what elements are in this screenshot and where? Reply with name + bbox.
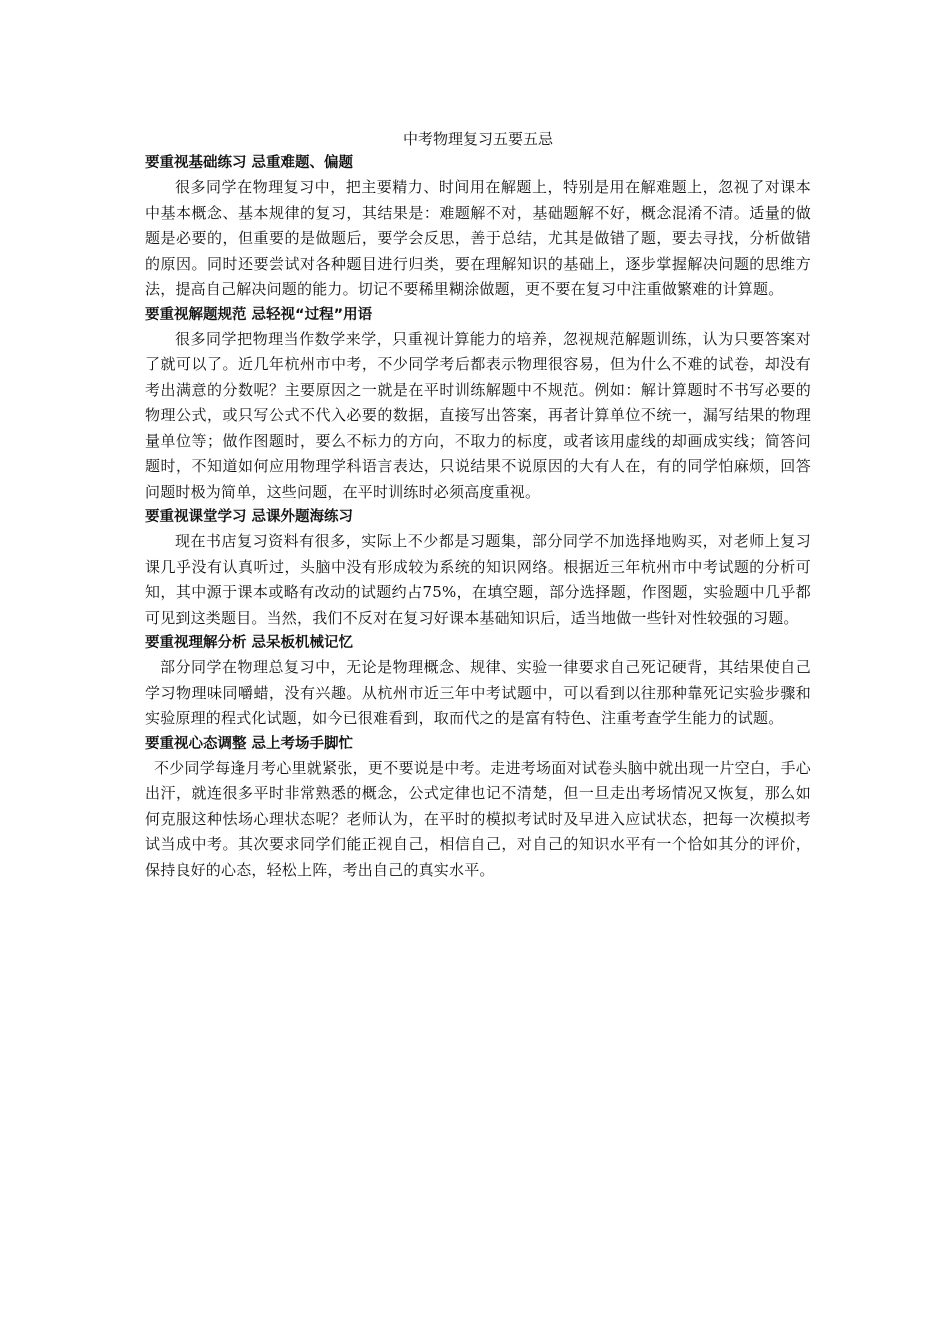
- section-heading-classroom: 要重视课堂学习 忌课外题海练习: [145, 509, 354, 525]
- section-heading-understanding: 要重视理解分析 忌呆板机械记忆: [145, 635, 354, 651]
- section-body-solution-norms: 很多同学把物理当作数学来学，只重视计算能力的培养，忽视规范解题训练，认为只要答案对了就可以了。近几年杭州市中考，不少同学考后都表示物理很容易，但为什么不难的试卷，却没有考出满意的分数呢？主要原因之一就是在平时训练解题中不规范。例如：解计算题时不书写必要的物理公式，或只写公式不代入必要的数据，直接写出答案，再者计算单位不统一，漏写结果的物理量单位等；做作图题时，要么不标力的方向，不取力的标度，或者该用虚线的却画成实线；简答问题时，不知道如何应用物理学科语言表达，只说结果不说原因的大有人在，有的同学怕麻烦，回答问题时极为简单，这些问题，在平时训练时必须高度重视。: [145, 329, 811, 501]
- section-body-basics: 很多同学在物理复习中，把主要精力、时间用在解题上，特别是用在解难题上，忽视了对课本中基本概念、基本规律的复习，其结果是：难题解不对，基础题解不好，概念混淆不清。适量的做题是必要的，但重要的是做题后，要学会反思，善于总结，尤其是做错了题，要去寻找，分析做错的原因。同时还要尝试对各种题目进行归类，要在理解知识的基础上，逐步掌握解决问题的思维方法，提高自己解决问题的能力。切记不要稀里糊涂做题，更不要在复习中注重做繁难的计算题。: [145, 178, 811, 298]
- section-body-mindset: 不少同学每逢月考心里就紧张，更不要说是中考。走进考场面对试卷头脑中就出现一片空白，手心出汗，就连很多平时非常熟悉的概念，公式定律也记不清楚，但一旦走出考场情况又恢复，那么如何克服这种怯场心理状态呢？老师认为，在平时的模拟考试时及早进入应试状态，把每一次模拟考试当成中考。其次要求同学们能正视自己，相信自己，对自己的知识水平有一个恰如其分的评价，保持良好的心态，轻松上阵，考出自己的真实水平。: [145, 758, 811, 879]
- section-heading-basics: 要重视基础练习 忌重难题、偏题: [145, 155, 354, 171]
- section-body-understanding: 部分同学在物理总复习中，无论是物理概念、规律、实验一律要求自己死记硬背，其结果使自己学习物理味同嚼蜡，没有兴趣。从杭州市近三年中考试题中，可以看到以往那种靠死记实验步骤和实验原理的程式化试题，如今已很难看到，取而代之的是富有特色、注重考查学生能力的试题。: [145, 658, 811, 727]
- section-heading-mindset: 要重视心态调整 忌上考场手脚忙: [145, 735, 354, 752]
- document-content: [145, 127, 811, 883]
- section-heading-solution-norms: 要重视解题规范 忌轻视“过程”用语: [145, 306, 373, 323]
- document-title: 中考物理复习五要五忌: [402, 130, 553, 148]
- section-body-classroom: 现在书店复习资料有很多，实际上不少都是习题集，部分同学不加选择地购买，对老师上复习课几乎没有认真听过，头脑中没有形成较为系统的知识网络。根据近三年杭州市中考试题的分析可知，其中源于课本或略有改动的试题约占75%，在填空题，部分选择题，作图题，实验题中几乎都可见到这类题目。当然，我们不反对在复习好课本基础知识后，适当地做一些针对性较强的习题。: [145, 532, 811, 627]
